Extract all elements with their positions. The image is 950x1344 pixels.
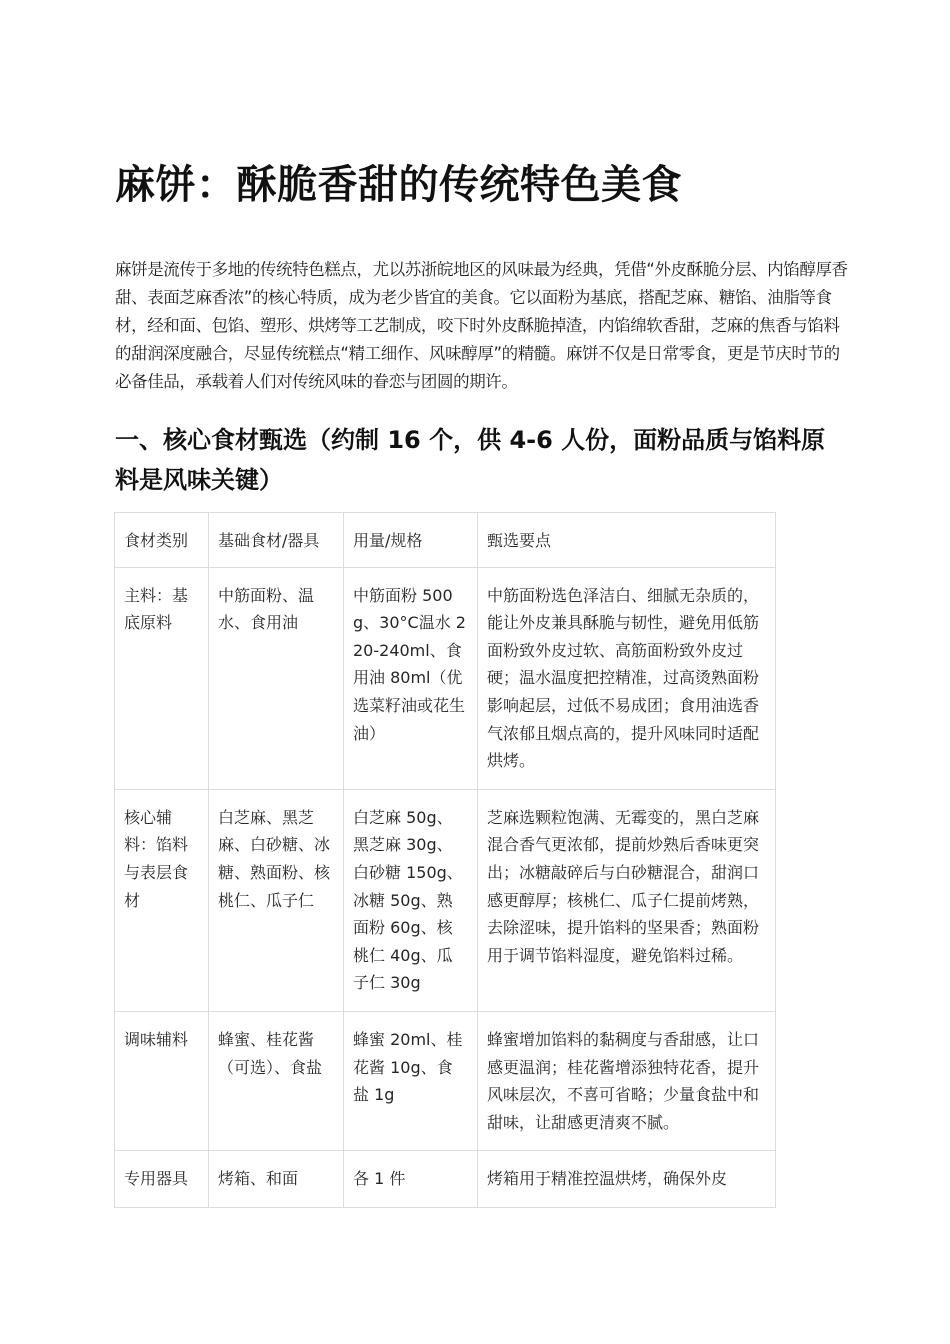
table-cell-notes: 芝麻选颗粒饱满、无霉变的，黑白芝麻混合香气更浓郁，提前炒熟后香味更突出；冰糖敲碎后与白砂糖混合，甜润口感更醇厚；核桃仁、瓜子仁提前烤熟，去除涩味，提升馅料的坚果香；熟面粉用于调节馅料湿度，避免馅料过稀。 (478, 789, 776, 1011)
table-cell-notes: 中筋面粉选色泽洁白、细腻无杂质的，能让外皮兼具酥脆与韧性，避免用低筋面粉致外皮过软、高筋面粉致外皮过硬；温水温度把控精准，过高烫熟面粉影响起层，过低不易成团；食用油选香气浓郁且烟点高的，提升风味同时适配烘烤。 (478, 567, 776, 789)
table-cell-items: 蜂蜜、桂花酱（可选）、食盐 (209, 1011, 344, 1150)
table-cell-amount: 中筋面粉 500g、30°C温水 220-240ml、食用油 80ml（优选菜籽油或花生油） (344, 567, 478, 789)
table-cell-items: 中筋面粉、温水、食用油 (209, 567, 344, 789)
table-header-cell: 食材类别 (115, 513, 209, 568)
table-row (115, 567, 776, 789)
table-row (115, 1151, 776, 1208)
intro-paragraph: 麻饼是流传于多地的传统特色糕点，尤以苏浙皖地区的风味最为经典，凭借“外皮酥脆分层、内馅醇厚香甜、表面芝麻香浓”的核心特质，成为老少皆宜的美食。它以面粉为基底，搭配芝麻、糖馅、油脂等食材，经和面、包馅、塑形、烘烤等工艺制成，咬下时外皮酥脆掉渣，内馅绵软香甜，芝麻的焦香与馅料的甜润深度融合，尽显传统糕点“精工细作、风味醇厚”的精髓。麻饼不仅是日常零食，更是节庆时节的必备佳品，承载着人们对传统风味的眷恋与团圆的期许。 (115, 260, 848, 391)
table-cell-amount: 白芝麻 50g、黑芝麻 30g、白砂糖 150g、冰糖 50g、熟面粉 60g、核桃仁 40g、瓜子仁 30g (344, 789, 478, 1011)
ingredients-table-container (114, 512, 776, 1214)
table-cell-notes: 蜂蜜增加馅料的黏稠度与香甜感，让口感更温润；桂花酱增添独特花香，提升风味层次，不喜可省略；少量食盐中和甜味，让甜感更清爽不腻。 (478, 1011, 776, 1150)
table-cell-amount: 各 1 件 (344, 1151, 478, 1208)
ingredients-table (114, 512, 776, 1208)
table-cell-notes: 烤箱用于精准控温烘烤，确保外皮 (478, 1151, 776, 1208)
table-cell-items: 白芝麻、黑芝麻、白砂糖、冰糖、熟面粉、核桃仁、瓜子仁 (209, 789, 344, 1011)
table-cell-category: 调味辅料 (115, 1011, 209, 1150)
table-cell-category: 专用器具 (115, 1151, 209, 1208)
page-title: 麻饼：酥脆香甜的传统特色美食 (115, 162, 682, 208)
table-header-cell: 甄选要点 (478, 513, 776, 568)
table-cell-category: 核心辅料：馅料与表层食材 (115, 789, 209, 1011)
table-header-cell: 用量/规格 (344, 513, 478, 568)
table-header-cell: 基础食材/器具 (209, 513, 344, 568)
table-cell-category: 主料：基底原料 (115, 567, 209, 789)
table-header-row (115, 513, 776, 568)
section-heading-ingredients: 一、核心食材甄选（约制 16 个，供 4-6 人份，面粉品质与馅料原料是风味关键） (115, 426, 826, 494)
table-row (115, 1011, 776, 1150)
table-row (115, 789, 776, 1011)
table-cell-amount: 蜂蜜 20ml、桂花酱 10g、食盐 1g (344, 1011, 478, 1150)
table-cell-items: 烤箱、和面 (209, 1151, 344, 1208)
